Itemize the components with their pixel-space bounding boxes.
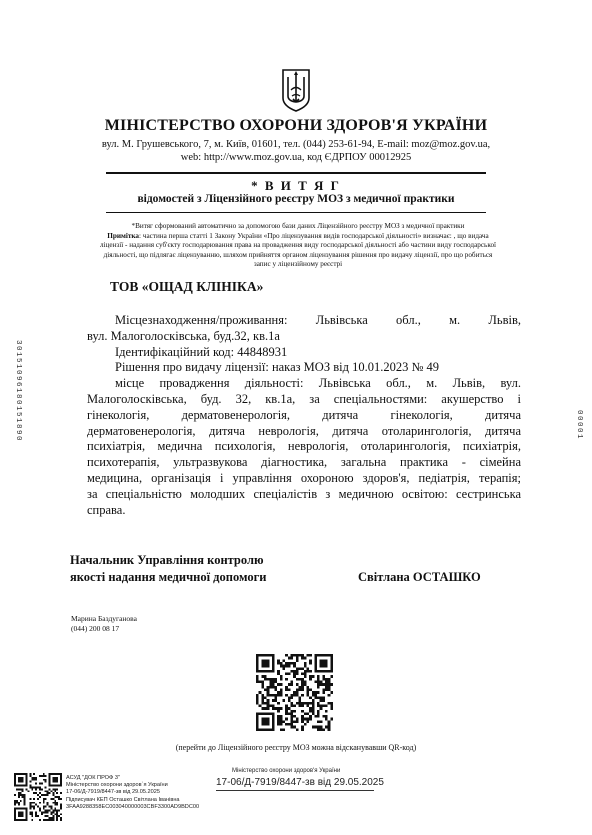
body-line: Ідентифікаційний код: 44848931 xyxy=(115,344,288,359)
footnote-line: ліцензії - надання суб'єкту господарювання права на провадження виду господарської діяльності або частини виду господарської xyxy=(99,241,497,249)
side-page-number: 00001 xyxy=(575,410,583,441)
body-line: дерматовенерологія, дитяча неврологія, дитяча отоларингологія, дитяча xyxy=(87,423,521,438)
executor-phone: (044) 200 08 17 xyxy=(71,624,120,633)
ministry-web-code: web: http://www.moz.gov.ua, код ЄДРПОУ 00012925 xyxy=(180,152,412,163)
body-line: гінекологія, дерматовенерологія, дитяча гінекологія, дитяча xyxy=(87,407,521,422)
subtitle-rule xyxy=(106,212,486,213)
registration-number: 17-06/Д-7919/8447-зв від 29.05.2025 xyxy=(216,777,384,788)
body-line: психотерапія, ультразвукова діагностика, загальна практика - сімейна xyxy=(87,455,521,470)
body-line: психіатрія, медична психологія, неврологія, отоларингологія, психіатрія, xyxy=(87,439,521,454)
qr-code-icon[interactable] xyxy=(256,654,333,731)
stamp-line: Підписувач КЕП Осташко Світлана Іванівна xyxy=(66,796,180,803)
body-line: справа. xyxy=(87,502,126,517)
footnote-line: *Витяг сформований автоматично за допомогою бази даних Ліцензійного реєстру МОЗ з медичної практики xyxy=(131,222,465,230)
registration-underline xyxy=(216,790,374,791)
body-line: Місцезнаходження/проживання: Львівська обл., м. Львів, xyxy=(115,313,521,327)
license-details xyxy=(87,313,521,518)
digital-signature-stamp xyxy=(66,775,199,811)
document-title: * В И Т Я Г xyxy=(251,178,341,193)
signer-title: Начальник Управління контролю xyxy=(70,553,264,567)
footnote xyxy=(66,222,530,270)
qr-caption: (перейти до Ліцензійного реєстру МОЗ можна відсканувавши QR-код) xyxy=(175,743,417,752)
stamp-line: 3FAA9288358EC003040000003CBF3300AD9BDC00 xyxy=(66,803,200,810)
document-subtitle: відомостей з Ліцензійного реєстру МОЗ з медичної практики xyxy=(137,193,455,205)
stamp-line: АСУД "ДОК ПРОФ 3" xyxy=(66,775,120,781)
body-line: вул. Малоголосківська, буд.32, кв.1а xyxy=(87,328,280,343)
signer-title: якості надання медичної допомоги xyxy=(70,570,267,584)
ministry-title: МІНІСТЕРСТВО ОХОРОНИ ЗДОРОВ'Я УКРАЇНИ xyxy=(104,117,488,134)
stamp-line: Міністерство охорони здоров`я України xyxy=(66,782,168,789)
company-name: ТОВ «ОЩАД КЛІНІКА» xyxy=(110,279,264,294)
body-line: за спеціальністю молодших спеціалістів з медичною освітою: сестринська xyxy=(87,486,521,501)
trident-emblem-icon xyxy=(281,68,311,112)
footnote-line: діяльності, що підлягає ліцензуванню, шляхом прийняття органом ліцензування рішення про видачу ліцензії, про що робиться xyxy=(103,250,493,259)
signer-name: Світлана ОСТАШКО xyxy=(358,570,481,584)
stamp-qr-code-icon xyxy=(14,773,62,821)
registration-label: Міністерство охорони здоров'я України xyxy=(232,768,341,774)
body-line: медицина, організація і управління охороною здоров'я, педіатрія, терапія; xyxy=(87,470,521,485)
body-line: Рішення про видачу ліцензії: наказ МОЗ від 10.01.2023 № 49 xyxy=(115,360,439,375)
header-rule xyxy=(106,172,486,174)
body-line: Малоголосківська, буд. 32, кв.1а, за спеціальностями: акушерство і xyxy=(87,391,521,406)
footnote-text: : частина перша статті 1 Закону України «Про ліцензування видів господарської діяльності» визначає: , що видача xyxy=(139,231,489,240)
executor-name: Марина Баздуганова xyxy=(71,614,137,623)
footnote-line: запис у ліцензійному реєстрі xyxy=(253,260,343,268)
stamp-line: 17-06/Д-7919/8447-зв від 29.05.2025 xyxy=(66,789,160,796)
ministry-address: вул. М. Грушевського, 7, м. Київ, 01601, тел. (044) 253-61-94, E-mail: moz@moz.gov.ua, xyxy=(101,139,491,150)
footnote-label: Примітка xyxy=(107,231,140,240)
footnote-line xyxy=(66,232,530,242)
body-line: місце провадження діяльності: Львівська обл., м. Львів, вул. xyxy=(115,376,521,391)
side-serial-number: 30151096180151890 xyxy=(14,340,22,443)
